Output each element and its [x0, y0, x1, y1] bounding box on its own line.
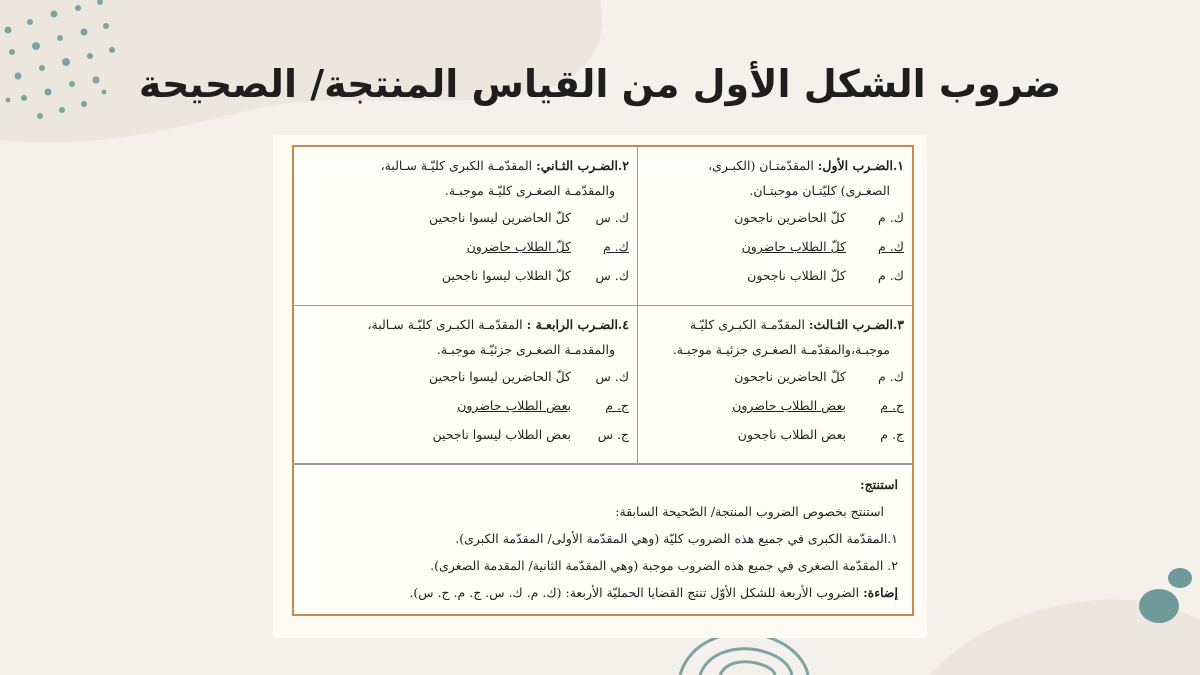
cell-heading: ٢.الضـرب الثـاني: المقدّمـة الكبرى كليّـة سـالبة، [380, 158, 629, 173]
conclusion-intro: استنتج بخصوص الضروب المنتجة/ الصّحيحة السابقة: [615, 504, 884, 519]
cell-subheading: الصغـرى) كليّتـان موجبتـان. [749, 183, 890, 198]
premise-row: ك. م كلّ الطلاب حاضرون [466, 239, 629, 254]
conclusion-row: ج. س بعض الطلاب ليسوا ناجحين [432, 427, 629, 442]
mood-cell-3 [636, 306, 912, 463]
conclusion-title: استنتج: [860, 477, 898, 492]
cell-heading: ٣.الضـرب الثـالث: المقدّمـة الكبـرى كليّـة [690, 317, 904, 332]
conclusion-line-1: ١.المقدّمة الكبرى في جميع هذه الضروب كليّة (وهي المقدّمة الأولى/ المقدّمة الكبرى). [455, 531, 898, 546]
cell-heading: ٤.الضـرب الرابعـة : المقدّمـة الكبـرى كليّـة سـالبة، [367, 317, 629, 332]
conclusion-line-2: ٢. المقدّمة الصغرى في جميع هذه الضروب موجبة (وهي المقدّمة الثانية/ المقدمة الصغرى). [430, 558, 898, 573]
premise-row: ك. س كلّ الحاضرين ليسوا ناجحين [428, 369, 629, 384]
conclusion-row: ك. م كلّ الطلاب ناجحون [747, 268, 904, 283]
premise-row: ك. م كلّ الطلاب حاضرون [741, 239, 904, 254]
premise-row: ج. م بعض الطلاب حاضرون [732, 398, 904, 413]
mood-cell-4 [294, 306, 637, 463]
conclusion-section [294, 464, 912, 614]
table-frame [292, 145, 914, 616]
cell-subheading: والمقدّمـة الصغـرى كليّـة موجبـة. [444, 183, 615, 198]
cell-heading: ١.الضـرب الأول: المقدّمتـان (الكبـرى، [708, 158, 904, 173]
premise-row: ج. م بعض الطلاب حاضرون [457, 398, 629, 413]
premise-row: ك. م كلّ الحاضرين ناجحون [734, 369, 904, 384]
premise-row: ك. م كلّ الحاضرين ناجحون [734, 210, 904, 225]
note-line: إضاءة: الضروب الأربعة للشكل الأوّل تنتج القضايا الحمليّة الأربعة: (ك. م. ك. س. ج. م. ج. س). [409, 585, 898, 600]
conclusion-row: ج. م بعض الطلاب ناجحون [737, 427, 904, 442]
premise-row: ك. س كلّ الحاضرين ليسوا ناجحين [428, 210, 629, 225]
mood-cell-2 [294, 147, 637, 305]
mood-cell-1 [636, 147, 912, 305]
conclusion-row: ك. س كلّ الطلاب ليسوا ناجحين [441, 268, 629, 283]
slide-title: ضروب الشكل الأول من القياس المنتجة/ الصحيحة [138, 62, 1062, 106]
cell-subheading: والمقدمـة الصغـرى جزئيّـة موجبـة. [436, 342, 615, 357]
cell-subheading: موجبـة،والمقدّمـة الصغـرى جزئيـة موجبـة. [672, 342, 890, 357]
contour-lines [680, 633, 808, 675]
